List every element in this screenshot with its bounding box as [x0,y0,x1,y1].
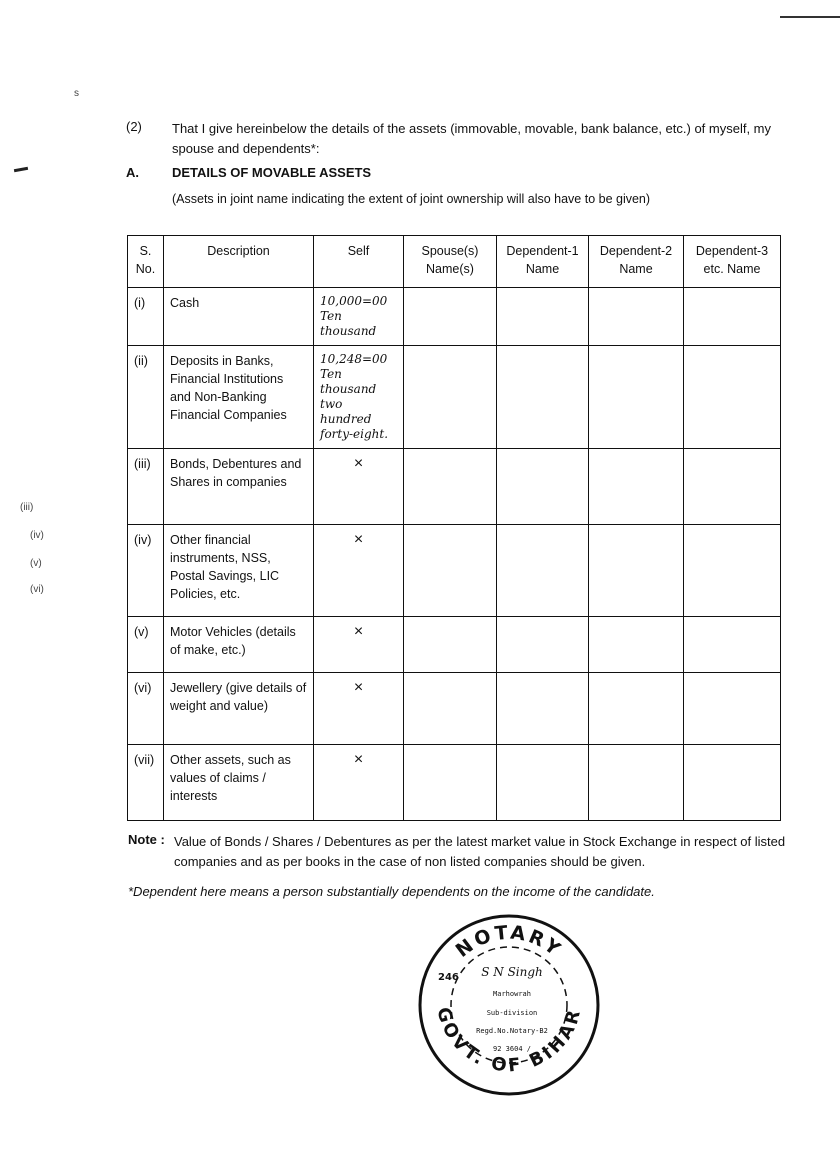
row-dependent-3 [684,525,781,617]
row-sno: (ii) [128,346,164,449]
row-dependent-2 [589,673,684,745]
table-row [128,449,781,525]
row-dependent-2 [589,346,684,449]
row-dependent-3 [684,449,781,525]
intro-text: That I give hereinbelow the details of the assets (immovable, movable, bank balance, etc.) of myself, my spouse and dependents*: [172,121,772,156]
row-description: Jewellery (give details of weight and value) [164,673,314,745]
seal-bottom-text: GOVT. OF BIHAR [432,1005,586,1077]
margin-mark: (iv) [30,530,44,541]
seal-name: S N Singh [481,965,543,979]
table-row [128,288,781,346]
row-spouse [404,617,497,673]
row-dependent-1 [497,673,589,745]
header-self: Self [314,236,404,288]
row-self-cross-mark: × [314,525,404,617]
row-spouse [404,745,497,821]
margin-mark: (v) [30,558,42,569]
row-dependent-1 [497,346,589,449]
table-row [128,745,781,821]
row-self-cross-mark: × [314,449,404,525]
row-self-value [314,346,404,449]
margin-mark: (vi) [30,584,44,595]
handwritten-amount: 10,000=00 [320,294,388,308]
row-description: Deposits in Banks, Financial Institutions and Non-Banking Financial Companies [164,346,314,449]
row-dependent-1 [497,745,589,821]
row-sno: (v) [128,617,164,673]
header-dependent-3: Dependent-3 etc. Name [684,236,781,288]
table-row [128,617,781,673]
row-description: Other financial instruments, NSS, Postal Savings, LIC Policies, etc. [164,525,314,617]
row-self-cross-mark: × [314,745,404,821]
note-label: Note : [128,832,165,847]
row-dependent-1 [497,449,589,525]
row-dependent-1 [497,525,589,617]
row-dependent-3 [684,346,781,449]
table-row [128,346,781,449]
handwritten-words: Ten thousand two hundred forty-eight. [320,367,389,441]
row-description: Bonds, Debentures and Shares in companies [164,449,314,525]
row-spouse [404,346,497,449]
svg-text:NOTARY [452,922,567,962]
row-dependent-2 [589,745,684,821]
row-description: Motor Vehicles (details of make, etc.) [164,617,314,673]
margin-mark: (iii) [20,502,34,513]
margin-dash [14,167,28,172]
row-spouse [404,288,497,346]
row-spouse [404,525,497,617]
row-dependent-3 [684,617,781,673]
row-dependent-2 [589,525,684,617]
row-dependent-3 [684,745,781,821]
seal-line-2: Sub-division [486,1009,538,1017]
row-dependent-1 [497,288,589,346]
row-self-cross-mark: × [314,617,404,673]
stray-mark: s [74,88,79,99]
row-dependent-2 [589,617,684,673]
header-description: Description [164,236,314,288]
note-text: Value of Bonds / Shares / Debentures as per the latest market value in Stock Exchange in respect of listed companies and as per books in the case of non listed companies should be given. [174,834,786,869]
seal-number: 246 [438,972,459,983]
row-description: Cash [164,288,314,346]
seal-line-1: Marhowrah [493,990,531,998]
intro-number: (2) [126,119,142,134]
movable-assets-table [127,235,781,821]
seal-line-4: 92 3604 / [493,1045,531,1053]
seal-top-text: NOTARY [451,921,567,962]
header-sno: S. No. [128,236,164,288]
row-dependent-2 [589,288,684,346]
edge-rule [780,16,840,18]
row-dependent-3 [684,288,781,346]
row-spouse [404,449,497,525]
section-letter: A. [126,165,139,180]
row-self-value [314,288,404,346]
row-sno: (vi) [128,673,164,745]
row-spouse [404,673,497,745]
row-self-cross-mark: × [314,673,404,745]
handwritten-amount: 10,248=00 [320,352,388,366]
row-dependent-2 [589,449,684,525]
row-dependent-3 [684,673,781,745]
seal-line-3: Regd.No.Notary-B2 [476,1027,548,1035]
table-row [128,673,781,745]
row-dependent-1 [497,617,589,673]
table-header-row [128,236,781,288]
header-dependent-2: Dependent-2 Name [589,236,684,288]
section-title: DETAILS OF MOVABLE ASSETS [172,165,372,180]
footnote: *Dependent here means a person substantially dependents on the income of the candidate. [128,884,655,899]
handwritten-words: Ten thousand [320,309,377,338]
section-subtitle: (Assets in joint name indicating the extent of joint ownership will also have to be given) [172,192,651,206]
table-row [128,525,781,617]
row-sno: (iv) [128,525,164,617]
notary-seal-stamp [416,912,602,1098]
row-sno: (i) [128,288,164,346]
notary-seal [416,912,602,1098]
header-dependent-1: Dependent-1 Name [497,236,589,288]
row-sno: (vii) [128,745,164,821]
row-sno: (iii) [128,449,164,525]
header-spouse: Spouse(s) Name(s) [404,236,497,288]
row-description: Other assets, such as values of claims / interests [164,745,314,821]
